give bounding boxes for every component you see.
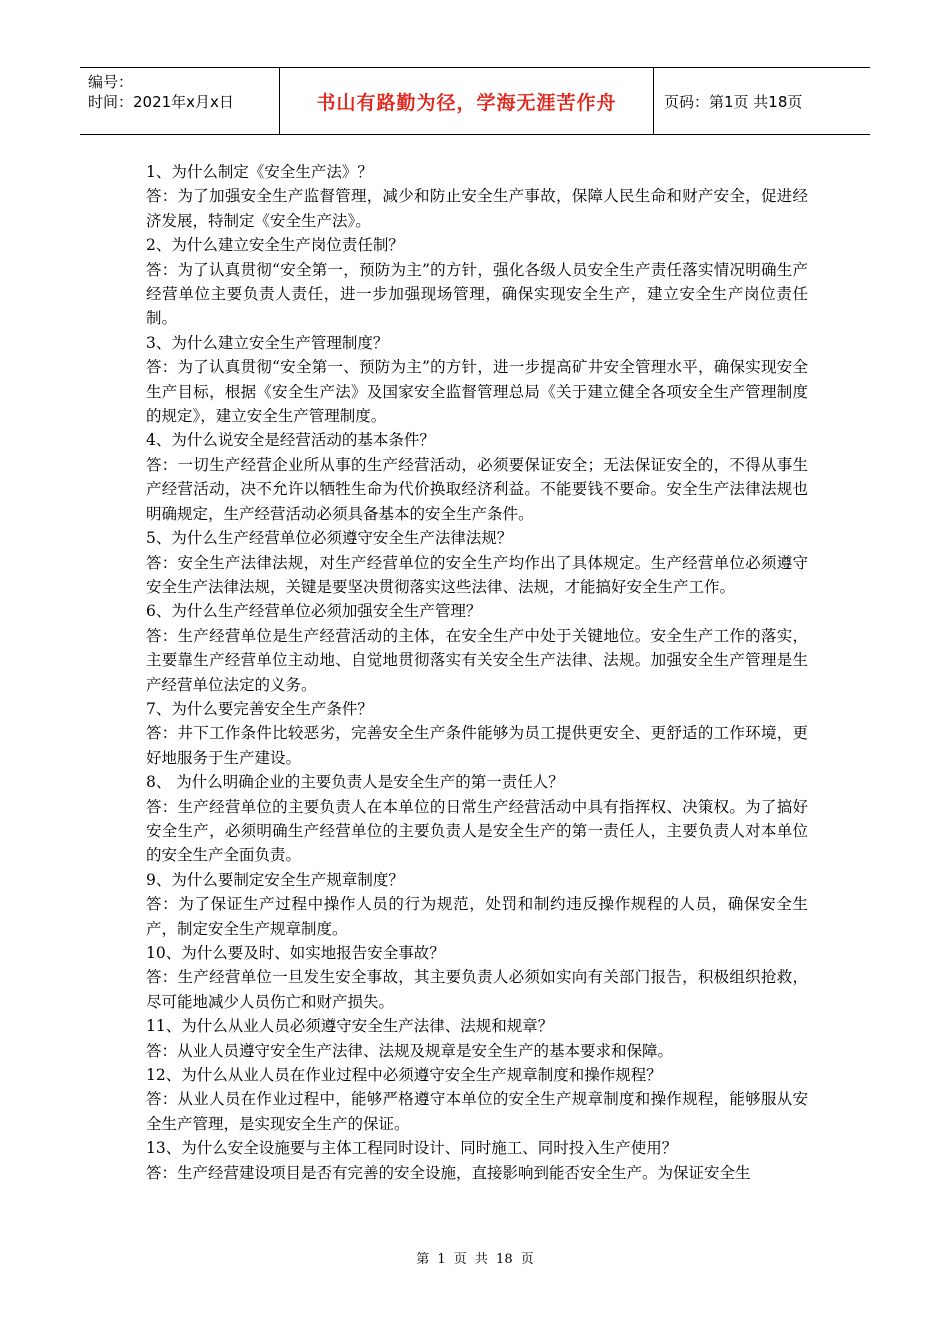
header-left-cell xyxy=(80,68,280,134)
question-12: 12、为什么从业人员在作业过程中必须遵守安全生产规章制度和操作规程？ xyxy=(146,1066,662,1085)
question-13: 13、为什么安全设施要与主体工程同时设计、同时施工、同时投入生产使用？ xyxy=(146,1139,678,1158)
answer-12: 答：从业人员在作业过程中，能够严格遵守本单位的安全生产规章制度和操作规程，能够服从安全生产管理，是实现安全生产的保证。 xyxy=(146,1090,808,1133)
document-time-label: 时间：2021年x月x日 xyxy=(88,93,234,111)
header-table xyxy=(80,67,870,135)
answer-3: 答：为了认真贯彻“安全第一、预防为主”的方针，进一步提高矿井安全管理水平，确保实现安全生产目标，根据《安全生产法》及国家安全监督管理总局《关于建立健全各项安全生产管理制度的规定》，建立安全生产管理制度。 xyxy=(146,358,808,426)
answer-7: 答：井下工作条件比较恶劣，完善安全生产条件能够为员工提供更安全、更舒适的工作环境，更好地服务于生产建设。 xyxy=(146,724,808,767)
header-page-info: 页码：第1页 共18页 xyxy=(664,92,803,111)
answer-9: 答：为了保证生产过程中操作人员的行为规范，处罚和制约违反操作规程的人员，确保安全生产，制定安全生产规章制度。 xyxy=(146,895,808,938)
answer-1: 答：为了加强安全生产监督管理，减少和防止安全生产事故，保障人民生命和财产安全，促进经济发展，特制定《安全生产法》。 xyxy=(146,187,808,230)
question-11: 11、为什么从业人员必须遵守安全生产法律、法规和规章？ xyxy=(146,1017,554,1036)
question-8: 8、 为什么明确企业的主要负责人是安全生产的第一责任人？ xyxy=(146,773,564,792)
question-9: 9、为什么要制定安全生产规章制度？ xyxy=(146,870,404,889)
answer-11: 答：从业人员遵守安全生产法律、法规及规章是安全生产的基本要求和保障。 xyxy=(146,1041,674,1060)
page-footer: 第 1 页 共 18 页 xyxy=(416,1252,534,1267)
answer-10: 答：生产经营单位一旦发生安全事故，其主要负责人必须如实向有关部门报告，积极组织抢救，尽可能地减少人员伤亡和财产损失。 xyxy=(146,968,808,1011)
question-5: 5、为什么生产经营单位必须遵守安全生产法律法规？ xyxy=(146,529,513,548)
answer-5: 答：安全生产法律法规，对生产经营单位的安全生产均作出了具体规定。生产经营单位必须遵守安全生产法律法规，关键是要坚决贯彻落实这些法律、法规，才能搞好安全生产工作。 xyxy=(146,553,808,596)
question-6: 6、为什么生产经营单位必须加强安全生产管理？ xyxy=(146,602,482,621)
answer-4: 答：一切生产经营企业所从事的生产经营活动，必须要保证安全；无法保证安全的，不得从事生产经营活动，决不允许以牺牲生命为代价换取经济利益。不能要钱不要命。安全生产法律法规也明确规定，生产经营活动必须具备基本的安全生产条件。 xyxy=(146,455,808,523)
question-1: 1、为什么制定《安全生产法》？ xyxy=(146,163,373,181)
answer-8: 答：生产经营单位的主要负责人在本单位的日常生产经营活动中具有指挥权、决策权。为了搞好安全生产，必须明确生产经营单位的主要负责人是安全生产的第一责任人，主要负责人对本单位的安全生产全面负责。 xyxy=(146,797,808,865)
document-body xyxy=(146,160,808,1185)
answer-2: 答：为了认真贯彻“安全第一，预防为主”的方针，强化各级人员安全生产责任落实情况明确生产经营单位主要负责人责任，进一步加强现场管理，确保实现安全生产，建立安全生产岗位责任制。 xyxy=(146,260,808,328)
document-number-label: 编号： xyxy=(88,73,134,91)
question-2: 2、为什么建立安全生产岗位责任制？ xyxy=(146,236,404,255)
answer-6: 答：生产经营单位是生产经营活动的主体，在安全生产中处于关键地位。安全生产工作的落实，主要靠生产经营单位主动地、自觉地贯彻落实有关安全生产法律、法规。加强安全生产管理是生产经营单位法定的义务。 xyxy=(146,626,808,694)
question-10: 10、为什么要及时、如实地报告安全事故？ xyxy=(146,944,445,962)
question-3: 3、为什么建立安全生产管理制度？ xyxy=(146,333,389,352)
question-4: 4、为什么说安全是经营活动的基本条件？ xyxy=(146,431,435,450)
header-motto: 书山有路勤为径，学海无涯苦作舟 xyxy=(280,68,654,134)
question-7: 7、为什么要完善安全生产条件？ xyxy=(146,699,373,718)
answer-13: 答：生产经营建设项目是否有完善的安全设施，直接影响到能否安全生产。为保证安全生 xyxy=(146,1163,751,1182)
